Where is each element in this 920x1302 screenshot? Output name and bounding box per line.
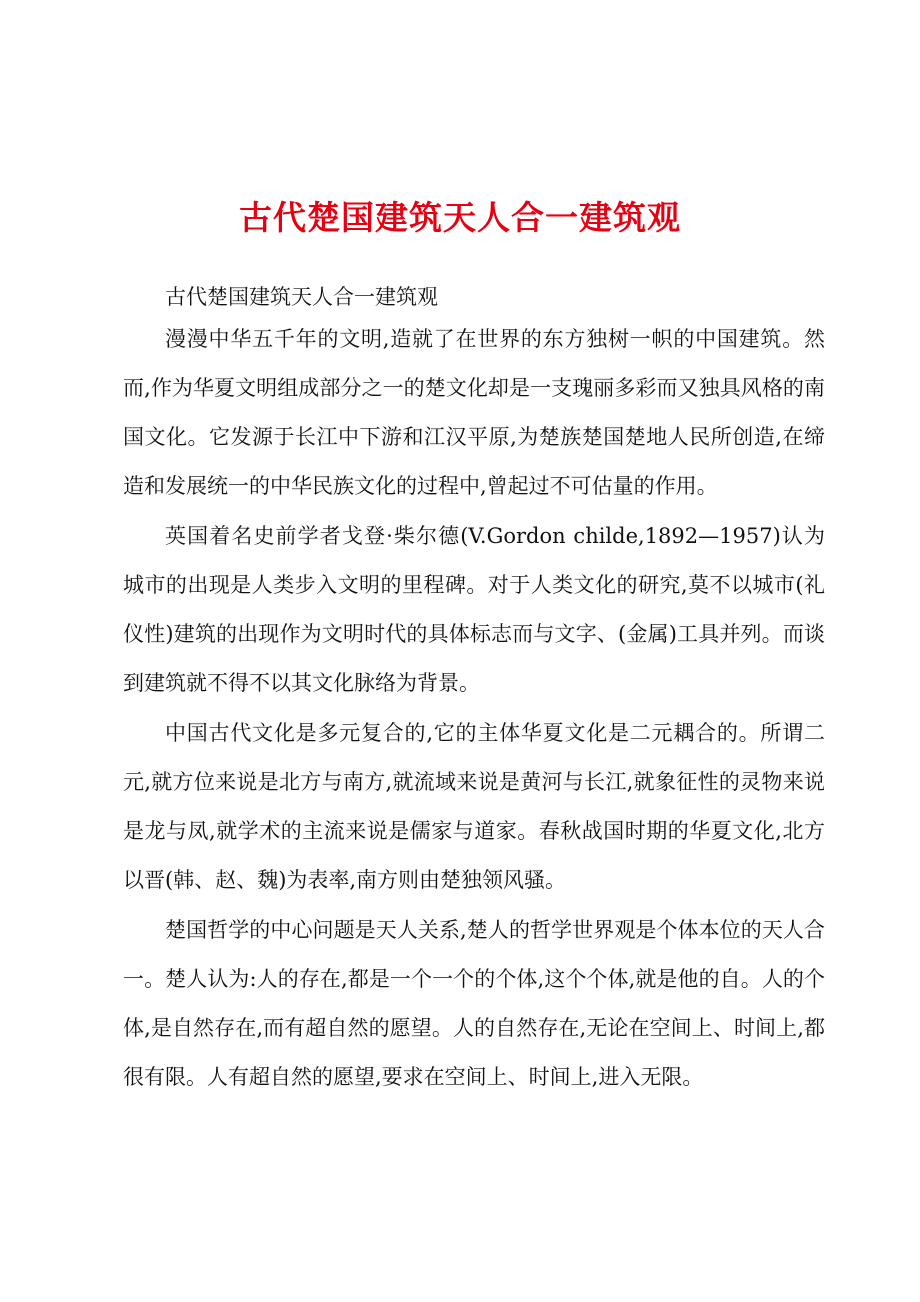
paragraph-2: 英国着名史前学者戈登·柴尔德(V.Gordon childe,1892—1957)认为城市的出现是人类步入文明的里程碑。对于人类文化的研究,莫不以城市(礼仪性)建筑的出现作为文明时代的具体标志而与文字、(金属)工具并列。而谈到建筑就不得不以其文化脉络为背景。 — [123, 524, 825, 695]
document-body — [123, 280, 825, 1110]
paragraph-3: 中国古代文化是多元复合的,它的主体华夏文化是二元耦合的。所谓二元,就方位来说是北方与南方,就流域来说是黄河与长江,就象征性的灵物来说是龙与凤,就学术的主流来说是儒家与道家。春秋战国时期的华夏文化,北方以晋(韩、赵、魏)为表率,南方则由楚独领风骚。 — [123, 721, 825, 892]
document-title: 古代楚国建筑天人合一建筑观 — [239, 198, 681, 237]
paragraph-4: 楚国哲学的中心问题是天人关系,楚人的哲学世界观是个体本位的天人合一。楚人认为:人的存在,都是一个一个的个体,这个个体,就是他的自。人的个体,是自然存在,而有超自然的愿望。人的自然存在,无论在空间上、时间上,都很有限。人有超自然的愿望,要求在空间上、时间上,进入无限。 — [123, 918, 825, 1089]
paragraph-1: 漫漫中华五千年的文明,造就了在世界的东方独树一帜的中国建筑。然而,作为华夏文明组成部分之一的楚文化却是一支瑰丽多彩而又独具风格的南国文化。它发源于长江中下游和江汉平原,为楚族楚国楚地人民所创造,在缔造和发展统一的中华民族文化的过程中,曾起过不可估量的作用。 — [123, 327, 825, 498]
document-subtitle: 古代楚国建筑天人合一建筑观 — [165, 285, 438, 309]
